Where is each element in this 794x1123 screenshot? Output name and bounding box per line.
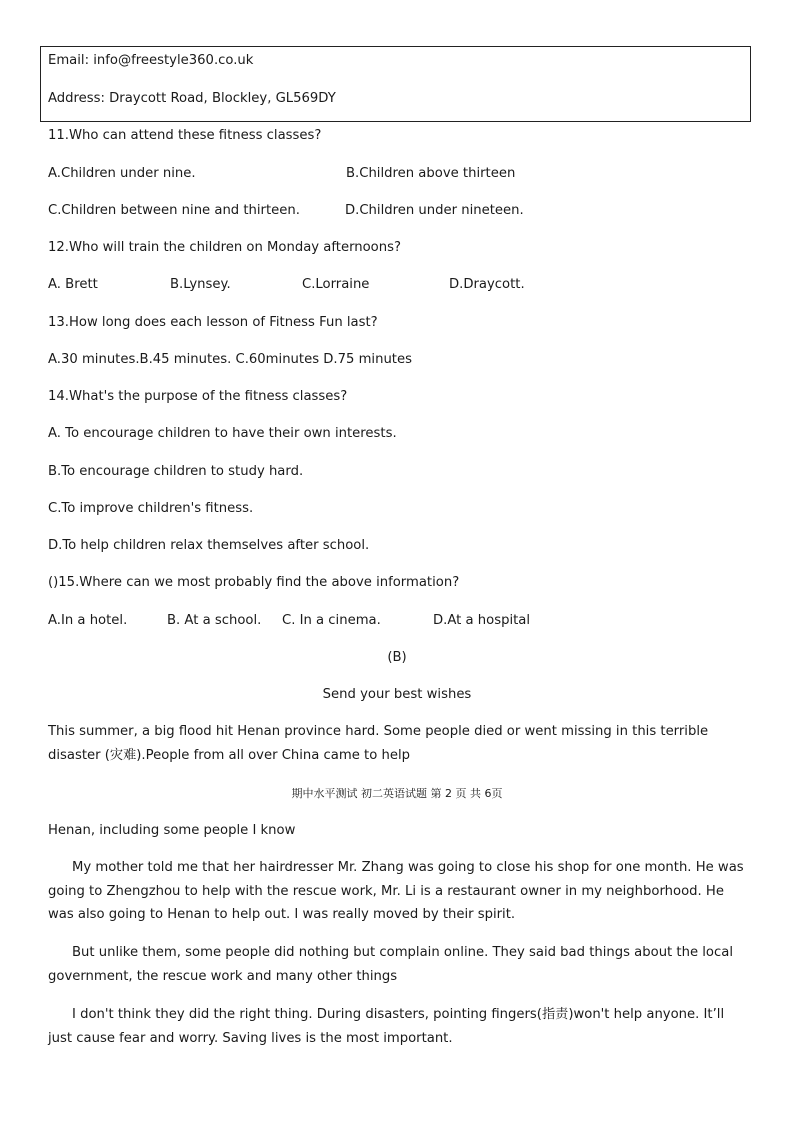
section-title: Send your best wishes [322, 687, 472, 702]
paragraph-1: My mother told me that her hairdresser Mr. Zhang was going to close his shop for one month. He was going to Zhengzhou to help with the rescue work, Mr. Li is a restaurant owner in my neighborhood. He was also going to Henan to help out. I was really moved by their spirit. [48, 860, 744, 922]
intro-paragraph: This summer, a big flood hit Henan province hard. Some people died or went missing in this terrible disaster (灾难).People from all over China came to help [48, 724, 709, 763]
q14-option-a: A. To encourage children to have their own interests. [48, 426, 397, 441]
section-label: (B) [387, 650, 407, 665]
q14-option-b: B.To encourage children to study hard. [48, 464, 304, 479]
q12-option-b: B.Lynsey. [170, 277, 231, 292]
q12-option-c: C.Lorraine [302, 277, 370, 292]
email-line: Email: info@freestyle360.co.uk [48, 53, 254, 68]
q15-option-d: D.At a hospital [433, 613, 531, 628]
address-line: Address: Draycott Road, Blockley, GL569DY [48, 91, 336, 106]
q15-option-b: B. At a school. [167, 613, 262, 628]
question-12: 12.Who will train the children on Monday afternoons? [48, 240, 401, 255]
question-15: ()15.Where can we most probably find the above information? [48, 575, 460, 590]
continued-line: Henan, including some people I know [48, 823, 296, 838]
q11-option-b: B.Children above thirteen [346, 166, 516, 181]
q14-option-d: D.To help children relax themselves after school. [48, 538, 370, 553]
q11-option-a: A.Children under nine. [48, 166, 196, 181]
page-footer: 期中水平测试 初二英语试题 第 2 页 共 6页 [291, 787, 503, 800]
q11-option-d: D.Children under nineteen. [345, 203, 524, 218]
contact-box [40, 46, 751, 122]
q15-option-a: A.In a hotel. [48, 613, 128, 628]
q12-option-d: D.Draycott. [449, 277, 525, 292]
q14-option-c: C.To improve children's fitness. [48, 501, 254, 516]
q15-option-c: C. In a cinema. [282, 613, 381, 628]
q12-option-a: A. Brett [48, 277, 98, 292]
paragraph-3: I don't think they did the right thing. During disasters, pointing fingers(指责)won't help anyone. It’ll just cause fear and worry. Saving lives is the most important. [48, 1007, 725, 1046]
paragraph-2: But unlike them, some people did nothing but complain online. They said bad things about the local government, the rescue work and many other things [48, 945, 733, 984]
q11-option-c: C.Children between nine and thirteen. [48, 203, 300, 218]
question-11: 11.Who can attend these fitness classes? [48, 128, 322, 143]
question-13: 13.How long does each lesson of Fitness Fun last? [48, 315, 378, 330]
q13-options: A.30 minutes.B.45 minutes. C.60minutes D.75 minutes [48, 352, 412, 367]
question-14: 14.What's the purpose of the fitness classes? [48, 389, 348, 404]
